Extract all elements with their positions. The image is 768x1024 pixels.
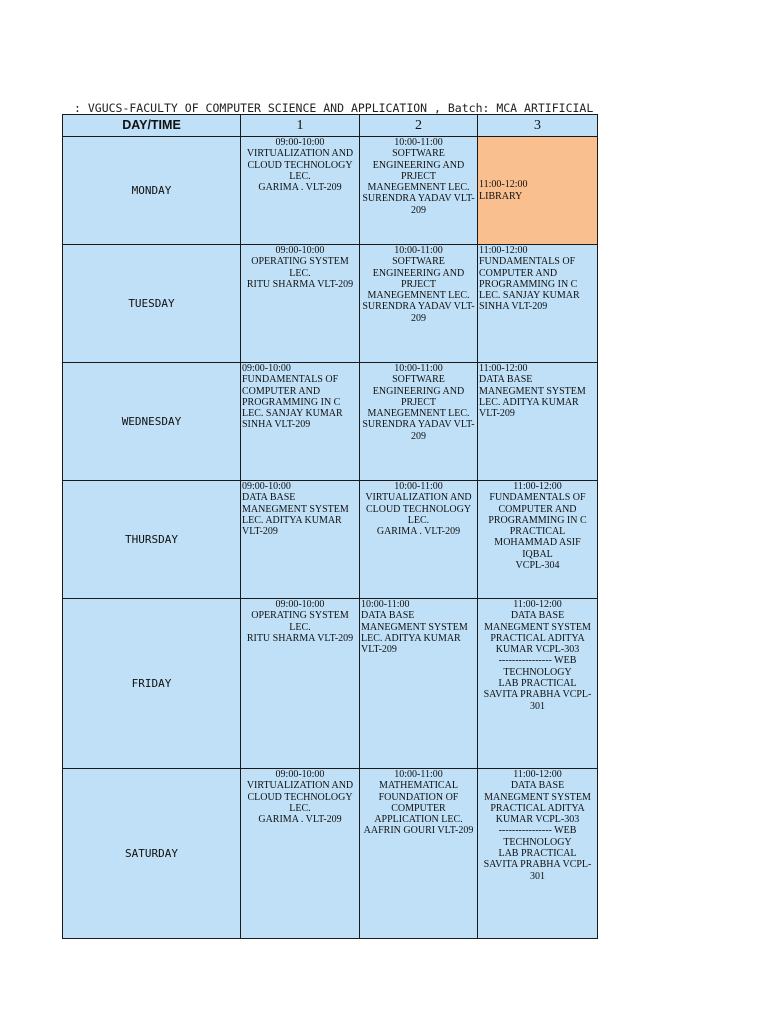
slot-cell-library: 11:00-12:00 LIBRARY: [478, 137, 598, 245]
day-label: WEDNESDAY: [63, 363, 241, 481]
slot-cell: 09:00-10:00 OPERATING SYSTEM LEC. RITU SHARMA VLT-209: [241, 245, 360, 363]
table-row-saturday: [63, 769, 598, 939]
timetable: [62, 114, 598, 939]
slot-cell: 10:00-11:00 SOFTWARE ENGINEERING AND PRJECT MANEGEMNENT LEC. SURENDRA YADAV VLT-209: [360, 245, 478, 363]
day-label: TUESDAY: [63, 245, 241, 363]
slot-cell: 10:00-11:00 SOFTWARE ENGINEERING AND PRJECT MANEGEMNENT LEC. SURENDRA YADAV VLT-209: [360, 137, 478, 245]
header-period-1: 1: [241, 115, 360, 137]
slot-cell: 09:00-10:00 VIRTUALIZATION AND CLOUD TECHNOLOGY LEC. GARIMA . VLT-209: [241, 769, 360, 939]
table-row-thursday: [63, 481, 598, 599]
header-period-3: 3: [478, 115, 598, 137]
table-row-tuesday: [63, 245, 598, 363]
slot-cell: 11:00-12:00 DATA BASE MANEGMENT SYSTEM LEC. ADITYA KUMAR VLT-209: [478, 363, 598, 481]
header-faculty-batch: : VGUCS-FACULTY OF COMPUTER SCIENCE AND APPLICATION , Batch: MCA ARTIFICIAL: [74, 101, 594, 115]
day-label: THURSDAY: [63, 481, 241, 599]
slot-cell: 10:00-11:00 DATA BASE MANEGMENT SYSTEM LEC. ADITYA KUMAR VLT-209: [360, 599, 478, 769]
table-row-friday: [63, 599, 598, 769]
header-day-time: DAY/TIME: [63, 115, 241, 137]
slot-cell: 09:00-10:00 DATA BASE MANEGMENT SYSTEM LEC. ADITYA KUMAR VLT-209: [241, 481, 360, 599]
slot-cell: 10:00-11:00 VIRTUALIZATION AND CLOUD TECHNOLOGY LEC. GARIMA . VLT-209: [360, 481, 478, 599]
slot-cell: 11:00-12:00 FUNDAMENTALS OF COMPUTER AND PROGRAMMING IN C PRACTICAL MOHAMMAD ASIF IQBAL VCPL-304: [478, 481, 598, 599]
table-row-wednesday: [63, 363, 598, 481]
day-label: FRIDAY: [63, 599, 241, 769]
header-period-2: 2: [360, 115, 478, 137]
slot-cell: 11:00-12:00 DATA BASE MANEGMENT SYSTEM PRACTICAL ADITYA KUMAR VCPL-303 ---------------- WEB TECHNOLOGY LAB PRACTICAL SAVITA PRABHA VCPL-301: [478, 769, 598, 939]
slot-cell: 09:00-10:00 OPERATING SYSTEM LEC. RITU SHARMA VLT-209: [241, 599, 360, 769]
slot-cell: 09:00-10:00 VIRTUALIZATION AND CLOUD TECHNOLOGY LEC. GARIMA . VLT-209: [241, 137, 360, 245]
slot-cell: 10:00-11:00 MATHEMATICAL FOUNDATION OF COMPUTER APPLICATION LEC. AAFRIN GOURI VLT-209: [360, 769, 478, 939]
timetable-header-row: [63, 115, 598, 137]
slot-cell: 09:00-10:00 FUNDAMENTALS OF COMPUTER AND PROGRAMMING IN C LEC. SANJAY KUMAR SINHA VLT-209: [241, 363, 360, 481]
day-label: SATURDAY: [63, 769, 241, 939]
slot-cell: 10:00-11:00 SOFTWARE ENGINEERING AND PRJECT MANEGEMNENT LEC. SURENDRA YADAV VLT-209: [360, 363, 478, 481]
day-label: MONDAY: [63, 137, 241, 245]
table-row-monday: [63, 137, 598, 245]
slot-cell: 11:00-12:00 FUNDAMENTALS OF COMPUTER AND PROGRAMMING IN C LEC. SANJAY KUMAR SINHA VLT-209: [478, 245, 598, 363]
slot-cell: 11:00-12:00 DATA BASE MANEGMENT SYSTEM PRACTICAL ADITYA KUMAR VCPL-303 ---------------- WEB TECHNOLOGY LAB PRACTICAL SAVITA PRABHA VCPL-301: [478, 599, 598, 769]
